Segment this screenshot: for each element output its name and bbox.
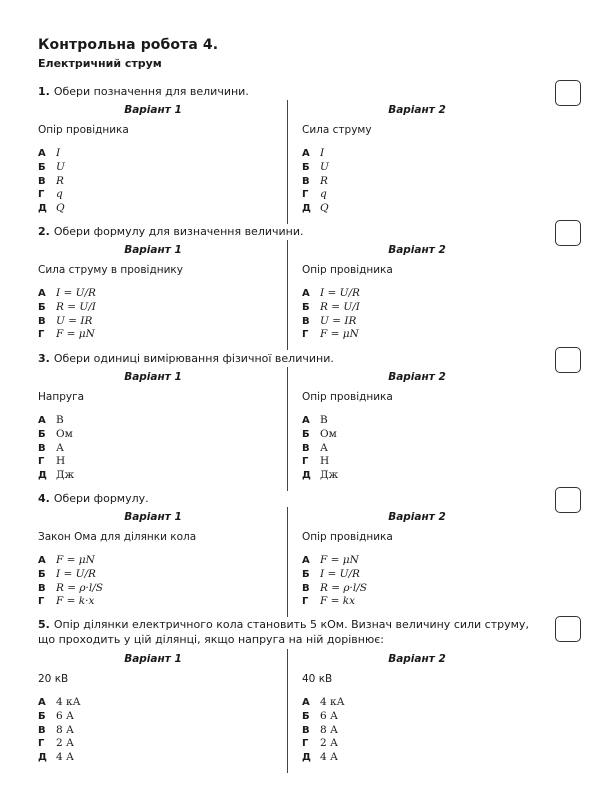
- answer-box[interactable]: [555, 80, 581, 106]
- variant-heading: Варіант 2: [388, 653, 446, 665]
- option-item[interactable]: Б 6 А: [38, 709, 74, 722]
- variant-divider: [287, 367, 288, 491]
- option-item[interactable]: А I: [302, 147, 325, 159]
- variant-prompt: 40 кВ: [302, 673, 333, 685]
- option-item[interactable]: В R: [302, 174, 328, 187]
- variant-1: [38, 653, 268, 765]
- option-list: [302, 696, 532, 765]
- variant-heading: Варіант 2: [388, 371, 446, 383]
- variant-divider: [287, 649, 288, 773]
- task-text: Обери формулу.: [53, 492, 149, 505]
- variant-1: [38, 244, 268, 342]
- option-item[interactable]: В R = ρ·l/S: [38, 581, 103, 594]
- task-text: Обери одиниці вимірювання фізичної величини.: [53, 352, 334, 365]
- variant-heading: Варіант 2: [388, 244, 446, 256]
- option-item[interactable]: Г F = kx: [302, 595, 356, 608]
- option-list: [302, 147, 532, 216]
- option-item[interactable]: Д Дж: [302, 469, 339, 482]
- task-number: 1.: [38, 85, 50, 98]
- option-item[interactable]: А F = μN: [302, 554, 359, 566]
- answer-box[interactable]: [555, 487, 581, 513]
- option-list: [38, 696, 268, 765]
- option-item[interactable]: Б R = U/I: [302, 300, 360, 313]
- variant-2: [302, 511, 532, 609]
- variant-1: [38, 104, 268, 216]
- option-item[interactable]: Д 4 А: [302, 751, 338, 764]
- variant-heading: Варіант 2: [388, 511, 446, 523]
- option-item[interactable]: Г 2 А: [38, 737, 74, 750]
- variant-heading: Варіант 1: [124, 653, 182, 665]
- page-subtitle: Електричний струм: [38, 57, 162, 70]
- variant-2: [302, 244, 532, 342]
- option-item[interactable]: В 8 А: [38, 723, 74, 736]
- option-item[interactable]: Г Н: [38, 455, 66, 468]
- variant-1: [38, 511, 268, 609]
- task-text: Обери позначення для величини.: [53, 85, 249, 98]
- task-number: 2.: [38, 225, 50, 238]
- option-item[interactable]: В U = IR: [302, 314, 357, 327]
- option-list: [38, 414, 268, 483]
- answer-box[interactable]: [555, 220, 581, 246]
- option-list: [38, 147, 268, 216]
- option-item[interactable]: В 8 А: [302, 723, 338, 736]
- option-item[interactable]: Г F = k·x: [38, 595, 95, 608]
- option-item[interactable]: А В: [302, 414, 328, 426]
- option-item[interactable]: Д Q: [302, 202, 329, 215]
- task-question: [38, 491, 548, 506]
- option-item[interactable]: Б U: [302, 160, 329, 173]
- variant-prompt: Закон Ома для ділянки кола: [38, 531, 197, 543]
- option-item[interactable]: Д Дж: [38, 469, 75, 482]
- variant-2: [302, 653, 532, 765]
- task-question: [38, 617, 546, 647]
- option-item[interactable]: А 4 кА: [302, 696, 345, 708]
- option-item[interactable]: В А: [302, 441, 328, 454]
- option-item[interactable]: В R: [38, 174, 64, 187]
- option-item[interactable]: А F = μN: [38, 554, 95, 566]
- answer-box[interactable]: [555, 616, 581, 642]
- task-text: Обери формулу для визначення величини.: [53, 225, 304, 238]
- option-item[interactable]: Г 2 А: [302, 737, 338, 750]
- option-list: [38, 287, 268, 342]
- option-item[interactable]: А I = U/R: [302, 287, 360, 299]
- option-list: [302, 287, 532, 342]
- option-item[interactable]: Б I = U/R: [38, 567, 96, 580]
- task-question: [38, 351, 548, 366]
- option-item[interactable]: Б Ом: [302, 427, 337, 440]
- option-item[interactable]: В R = ρ·l/S: [302, 581, 367, 594]
- option-item[interactable]: А I = U/R: [38, 287, 96, 299]
- variant-prompt: Опір провідника: [302, 391, 393, 403]
- option-item[interactable]: Д 4 А: [38, 751, 74, 764]
- option-item[interactable]: Г q: [38, 188, 63, 201]
- option-item[interactable]: Д Q: [38, 202, 65, 215]
- option-list: [302, 554, 532, 609]
- task-number: 3.: [38, 352, 50, 365]
- variant-heading: Варіант 1: [124, 244, 182, 256]
- task-number: 4.: [38, 492, 50, 505]
- variant-2: [302, 104, 532, 216]
- task-number: 5.: [38, 618, 50, 631]
- option-item[interactable]: Б Ом: [38, 427, 73, 440]
- variant-prompt: 20 кВ: [38, 673, 69, 685]
- option-item[interactable]: В А: [38, 441, 64, 454]
- variant-heading: Варіант 1: [124, 104, 182, 116]
- variant-heading: Варіант 1: [124, 371, 182, 383]
- variant-2: [302, 371, 532, 483]
- variant-divider: [287, 240, 288, 350]
- option-item[interactable]: Г q: [302, 188, 327, 201]
- variant-prompt: Опір провідника: [302, 264, 393, 276]
- option-item[interactable]: А I: [38, 147, 61, 159]
- option-item[interactable]: Б I = U/R: [302, 567, 360, 580]
- option-item[interactable]: Г F = μN: [302, 328, 359, 341]
- option-list: [302, 414, 532, 483]
- variant-prompt: Опір провідника: [38, 124, 129, 136]
- option-item[interactable]: Г F = μN: [38, 328, 95, 341]
- variant-heading: Варіант 2: [388, 104, 446, 116]
- variant-divider: [287, 100, 288, 224]
- option-item[interactable]: Б U: [38, 160, 65, 173]
- option-list: [38, 554, 268, 609]
- variant-prompt: Опір провідника: [302, 531, 393, 543]
- option-item[interactable]: Б 6 А: [302, 709, 338, 722]
- variant-prompt: Напруга: [38, 391, 85, 403]
- option-item[interactable]: Г Н: [302, 455, 330, 468]
- answer-box[interactable]: [555, 347, 581, 373]
- variant-prompt: Сила струму в провіднику: [38, 264, 183, 276]
- option-item[interactable]: А 4 кА: [38, 696, 81, 708]
- task-question: [38, 84, 548, 99]
- variant-prompt: Сила струму: [302, 124, 372, 136]
- option-item[interactable]: Б R = U/I: [38, 300, 96, 313]
- option-item[interactable]: А В: [38, 414, 64, 426]
- page-title: Контрольна робота 4.: [38, 37, 219, 53]
- task-question: [38, 224, 548, 239]
- variant-heading: Варіант 1: [124, 511, 182, 523]
- variant-1: [38, 371, 268, 483]
- option-item[interactable]: В U = IR: [38, 314, 93, 327]
- variant-divider: [287, 507, 288, 617]
- task-text: Опір ділянки електричного кола становить 5 кОм. Визнач величину сили струму, що проходить у цій ділянці, якщо напруга на ній дорівнює:: [38, 618, 529, 646]
